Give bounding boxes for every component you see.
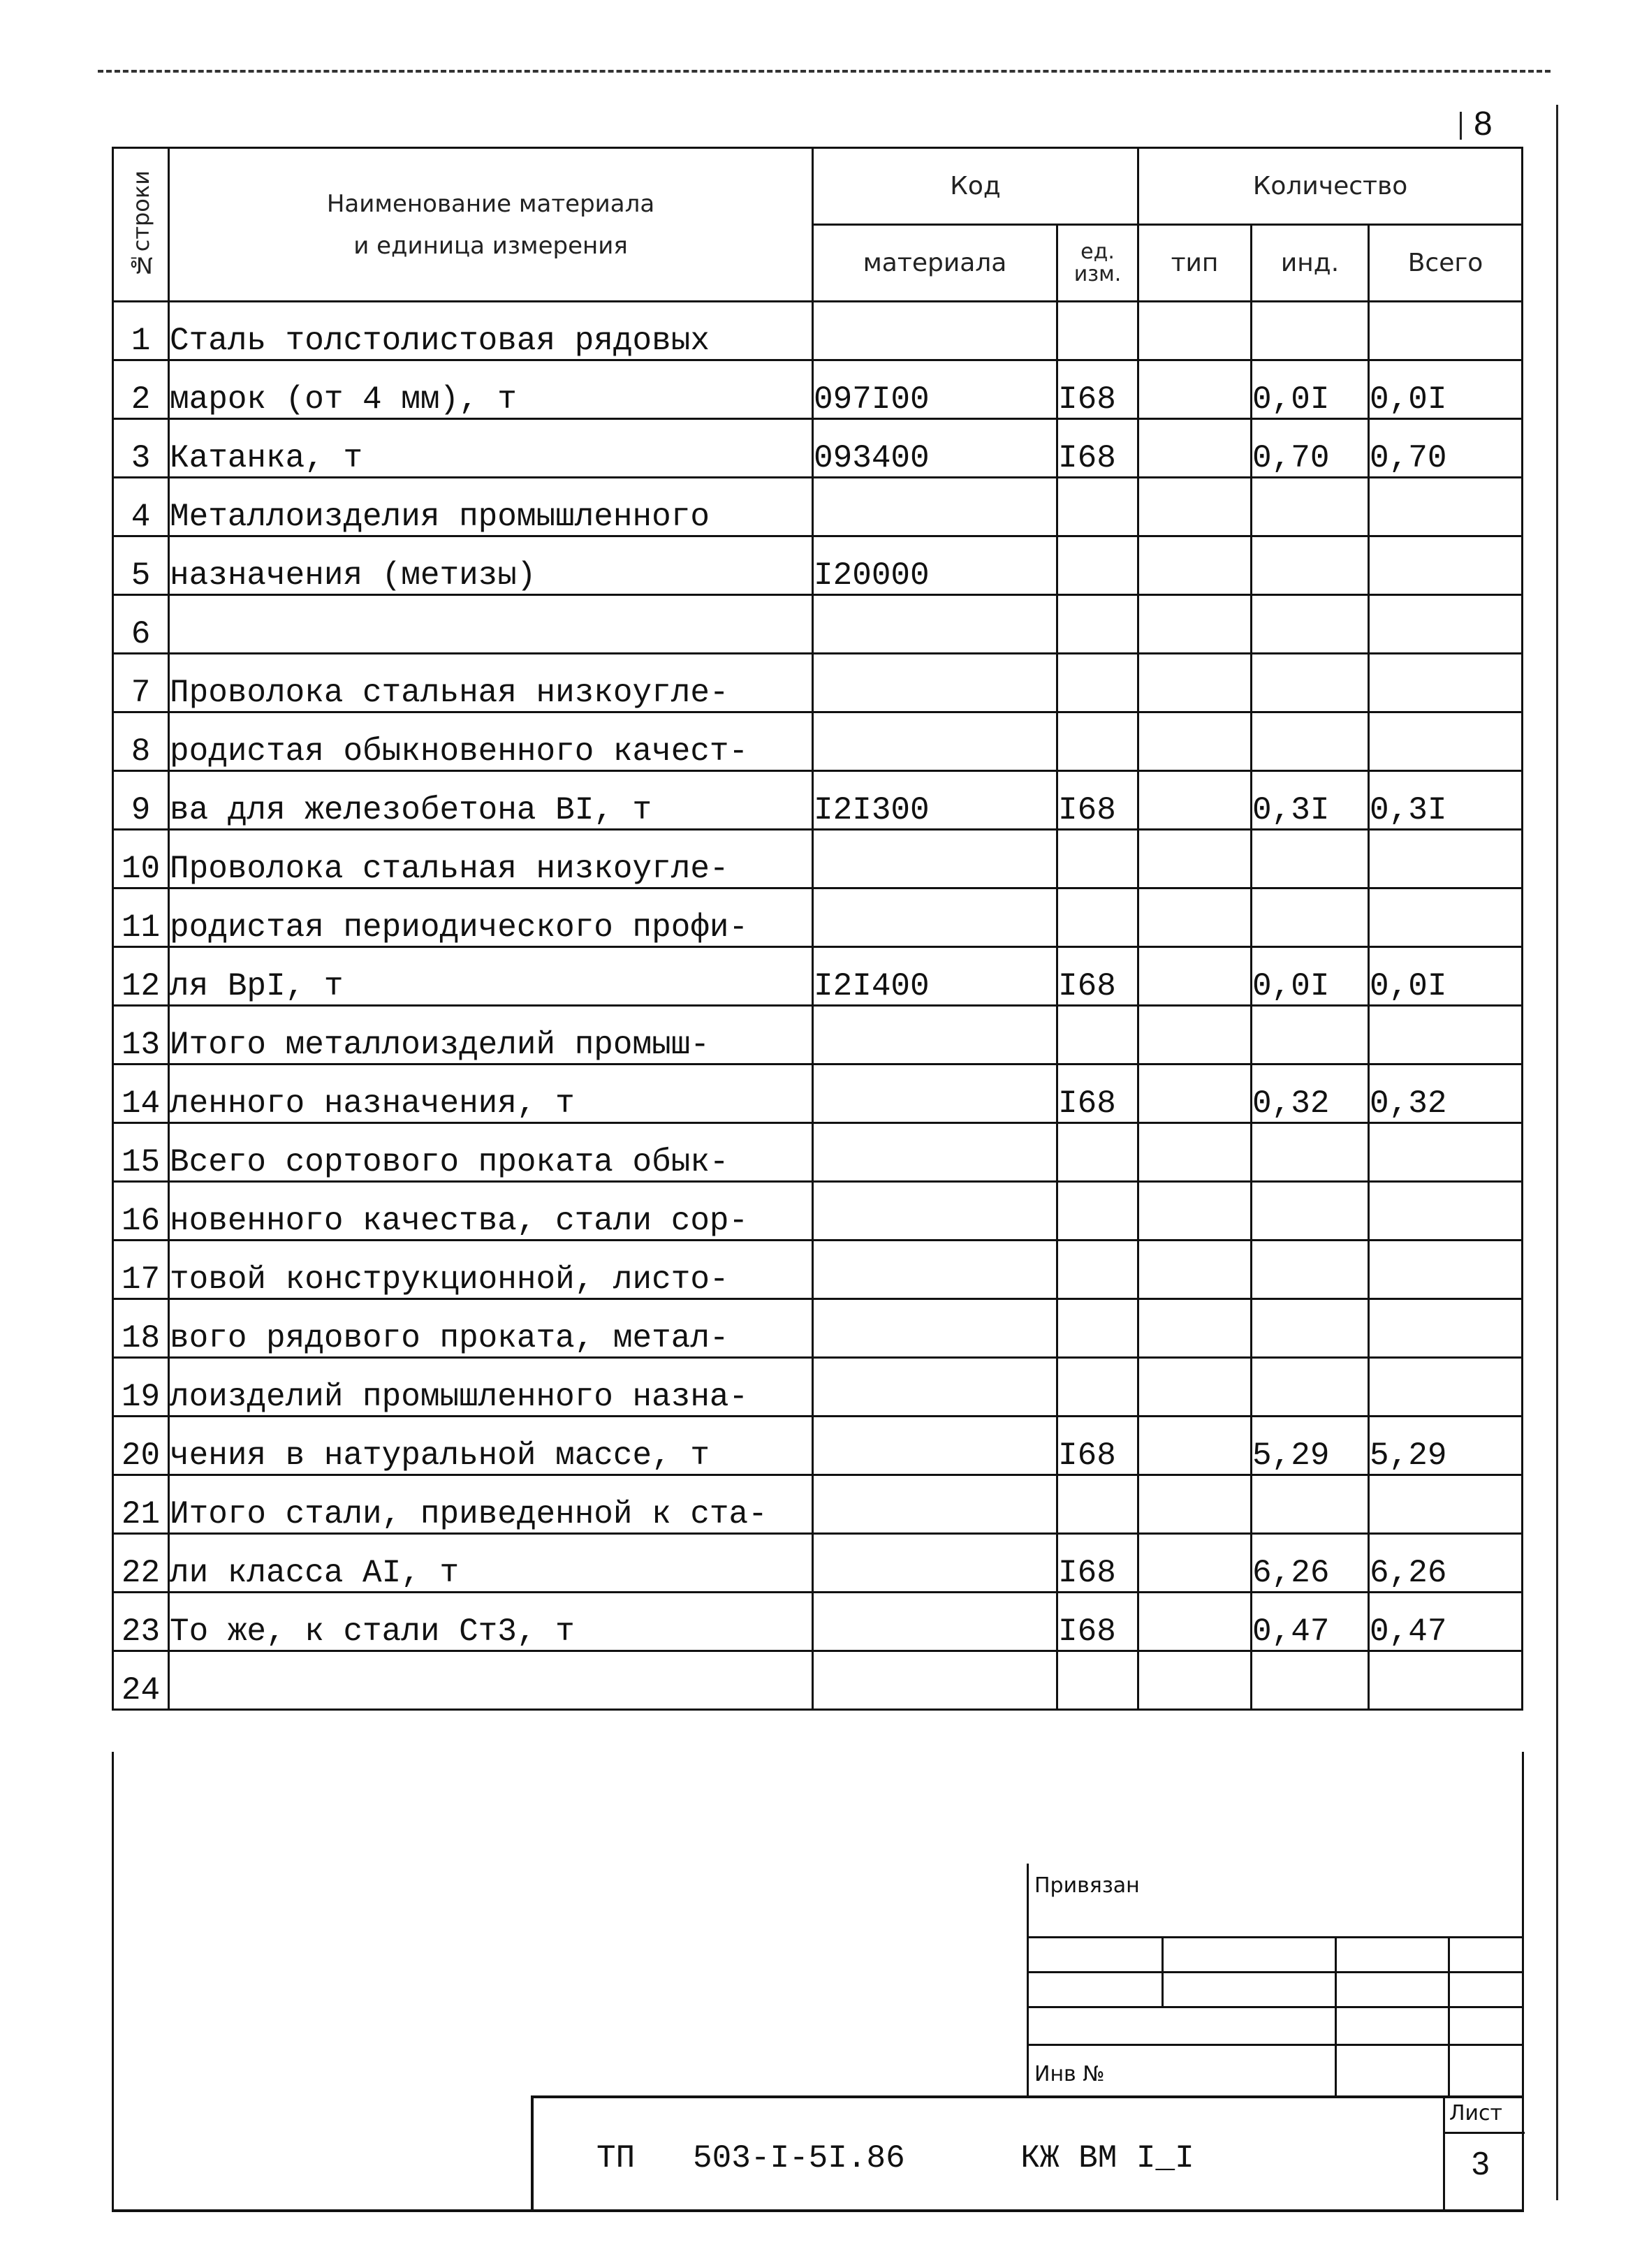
stamp-inv-label: Инв № <box>1034 2062 1105 2086</box>
table-row <box>113 947 1523 1006</box>
row-unit-code: I68 <box>1057 1593 1138 1651</box>
row-number: 20 <box>113 1417 169 1475</box>
row-qty-type <box>1138 1182 1252 1241</box>
row-qty-total <box>1369 302 1523 360</box>
row-material-code <box>813 478 1057 536</box>
page-number-mark <box>1460 112 1462 140</box>
sheet-box <box>1443 2098 1525 2212</box>
row-qty-type <box>1138 419 1252 478</box>
row-qty-ind <box>1252 302 1369 360</box>
row-qty-total: 0,3I <box>1369 771 1523 830</box>
row-material-name: лоизделий промышленного назна- <box>169 1358 813 1417</box>
top-dashed-rule <box>98 70 1551 73</box>
row-number: 21 <box>113 1475 169 1534</box>
row-number: 12 <box>113 947 169 1006</box>
row-qty-ind <box>1252 1123 1369 1182</box>
row-qty-type <box>1138 771 1252 830</box>
sheet-number: 3 <box>1472 2145 1490 2181</box>
page-number: 8 <box>1474 105 1493 142</box>
row-unit-code <box>1057 595 1138 654</box>
table-row <box>113 1006 1523 1065</box>
row-material-name: ва для железобетона BI, т <box>169 771 813 830</box>
row-qty-total <box>1369 888 1523 947</box>
table-row <box>113 302 1523 360</box>
row-number: 17 <box>113 1241 169 1299</box>
row-number: 5 <box>113 536 169 595</box>
row-qty-total <box>1369 595 1523 654</box>
header-qty-ind: инд. <box>1252 225 1369 302</box>
header-material-name: Наименование материала и единица измерения <box>169 148 813 302</box>
row-unit-code <box>1057 712 1138 771</box>
row-material-name: ли класса AI, т <box>169 1534 813 1593</box>
table-row <box>113 536 1523 595</box>
row-number: 11 <box>113 888 169 947</box>
row-number: 6 <box>113 595 169 654</box>
row-material-name <box>169 595 813 654</box>
row-material-name: чения в натуральной массе, т <box>169 1417 813 1475</box>
row-material-code <box>813 302 1057 360</box>
row-material-code <box>813 595 1057 654</box>
row-material-name: родистая обыкновенного качест- <box>169 712 813 771</box>
row-qty-ind <box>1252 1241 1369 1299</box>
row-number: 19 <box>113 1358 169 1417</box>
row-unit-code <box>1057 1651 1138 1710</box>
row-material-code <box>813 712 1057 771</box>
row-qty-type <box>1138 1006 1252 1065</box>
table-row <box>113 1123 1523 1182</box>
row-material-code <box>813 1475 1057 1534</box>
row-qty-total <box>1369 654 1523 712</box>
row-material-name: Сталь толстолистовая рядовых <box>169 302 813 360</box>
row-qty-total <box>1369 830 1523 888</box>
row-material-code <box>813 1534 1057 1593</box>
row-material-name: Проволока стальная низкоугле- <box>169 654 813 712</box>
table-row <box>113 888 1523 947</box>
row-material-code <box>813 1593 1057 1651</box>
row-unit-code: I68 <box>1057 360 1138 419</box>
row-material-name: Катанка, т <box>169 419 813 478</box>
row-unit-code: I68 <box>1057 419 1138 478</box>
header-qty-type: тип <box>1138 225 1252 302</box>
row-qty-type <box>1138 1065 1252 1123</box>
row-material-name: ля BpI, т <box>169 947 813 1006</box>
row-material-code <box>813 1299 1057 1358</box>
row-material-code <box>813 888 1057 947</box>
row-qty-total <box>1369 1123 1523 1182</box>
header-row-number: №строки <box>113 148 169 302</box>
row-unit-code <box>1057 888 1138 947</box>
row-qty-ind <box>1252 1299 1369 1358</box>
row-material-name: Металлоизделия промышленного <box>169 478 813 536</box>
row-qty-type <box>1138 1593 1252 1651</box>
row-material-code: I2I400 <box>813 947 1057 1006</box>
row-qty-ind <box>1252 1651 1369 1710</box>
row-material-name: новенного качества, стали сор- <box>169 1182 813 1241</box>
row-qty-total: 0,47 <box>1369 1593 1523 1651</box>
row-number: 7 <box>113 654 169 712</box>
row-qty-ind <box>1252 888 1369 947</box>
row-qty-total <box>1369 1182 1523 1241</box>
row-qty-type <box>1138 1475 1252 1534</box>
row-material-code <box>813 1358 1057 1417</box>
attachment-stamp <box>1027 1864 1522 2096</box>
row-material-code: 093400 <box>813 419 1057 478</box>
row-material-name: родистая периодического профи- <box>169 888 813 947</box>
table-row <box>113 712 1523 771</box>
row-material-code <box>813 830 1057 888</box>
row-qty-ind: 6,26 <box>1252 1534 1369 1593</box>
header-qty-total: Всего <box>1369 225 1523 302</box>
row-unit-code <box>1057 478 1138 536</box>
row-qty-ind <box>1252 478 1369 536</box>
row-unit-code <box>1057 1358 1138 1417</box>
row-number: 15 <box>113 1123 169 1182</box>
header-code-material: материала <box>813 225 1057 302</box>
row-number: 10 <box>113 830 169 888</box>
table-row <box>113 419 1523 478</box>
row-qty-total: 0,70 <box>1369 419 1523 478</box>
row-unit-code <box>1057 1123 1138 1182</box>
table-row <box>113 1182 1523 1241</box>
row-material-code <box>813 1006 1057 1065</box>
row-qty-total <box>1369 1006 1523 1065</box>
row-unit-code <box>1057 1006 1138 1065</box>
row-qty-total <box>1369 1299 1523 1358</box>
row-material-name: товой конструкционной, листо- <box>169 1241 813 1299</box>
title-block <box>531 2095 1523 2212</box>
row-unit-code <box>1057 1182 1138 1241</box>
row-material-code <box>813 1182 1057 1241</box>
row-number: 4 <box>113 478 169 536</box>
row-number: 9 <box>113 771 169 830</box>
row-qty-ind: 0,0I <box>1252 947 1369 1006</box>
row-unit-code <box>1057 654 1138 712</box>
row-material-name: марок (от 4 мм), т <box>169 360 813 419</box>
row-material-name: Итого металлоизделий промыш- <box>169 1006 813 1065</box>
row-qty-ind <box>1252 1182 1369 1241</box>
row-material-code: I2I300 <box>813 771 1057 830</box>
table-row <box>113 1065 1523 1123</box>
row-qty-total <box>1369 1651 1523 1710</box>
row-material-code <box>813 1123 1057 1182</box>
row-qty-type <box>1138 302 1252 360</box>
row-qty-ind <box>1252 830 1369 888</box>
table-row <box>113 654 1523 712</box>
row-qty-type <box>1138 1651 1252 1710</box>
header-quantity: Количество <box>1138 148 1523 225</box>
row-qty-type <box>1138 1358 1252 1417</box>
row-qty-ind <box>1252 1358 1369 1417</box>
table-row <box>113 1241 1523 1299</box>
materials-table <box>112 147 1523 1711</box>
row-unit-code: I68 <box>1057 1065 1138 1123</box>
row-qty-ind: 5,29 <box>1252 1417 1369 1475</box>
table-row <box>113 360 1523 419</box>
row-unit-code <box>1057 1241 1138 1299</box>
row-material-code: 097I00 <box>813 360 1057 419</box>
row-unit-code: I68 <box>1057 1534 1138 1593</box>
table-row <box>113 830 1523 888</box>
row-material-name: вого рядового проката, метал- <box>169 1299 813 1358</box>
row-number: 8 <box>113 712 169 771</box>
row-qty-type <box>1138 1241 1252 1299</box>
row-material-code <box>813 1651 1057 1710</box>
row-unit-code <box>1057 830 1138 888</box>
row-qty-total <box>1369 1358 1523 1417</box>
row-unit-code <box>1057 536 1138 595</box>
table-row <box>113 1358 1523 1417</box>
row-number: 24 <box>113 1651 169 1710</box>
row-qty-type <box>1138 1123 1252 1182</box>
row-qty-total <box>1369 536 1523 595</box>
row-qty-ind <box>1252 1475 1369 1534</box>
row-unit-code: I68 <box>1057 947 1138 1006</box>
row-material-name: Проволока стальная низкоугле- <box>169 830 813 888</box>
row-material-code: I20000 <box>813 536 1057 595</box>
row-qty-type <box>1138 1417 1252 1475</box>
row-unit-code: I68 <box>1057 771 1138 830</box>
row-unit-code: I68 <box>1057 1417 1138 1475</box>
table-row <box>113 1417 1523 1475</box>
row-qty-total <box>1369 712 1523 771</box>
row-number: 1 <box>113 302 169 360</box>
row-number: 16 <box>113 1182 169 1241</box>
row-qty-ind: 0,47 <box>1252 1593 1369 1651</box>
row-qty-type <box>1138 1299 1252 1358</box>
row-number: 3 <box>113 419 169 478</box>
row-qty-type <box>1138 830 1252 888</box>
row-qty-total: 0,0I <box>1369 947 1523 1006</box>
row-qty-type <box>1138 654 1252 712</box>
header-code: Код <box>813 148 1138 225</box>
table-row <box>113 595 1523 654</box>
document-number: ТП 503-I-5I.86 КЖ ВМ I_I <box>596 2140 1194 2176</box>
row-qty-total: 0,32 <box>1369 1065 1523 1123</box>
table-row <box>113 1475 1523 1534</box>
table-row <box>113 771 1523 830</box>
table-row <box>113 1534 1523 1593</box>
row-number: 18 <box>113 1299 169 1358</box>
row-number: 22 <box>113 1534 169 1593</box>
row-unit-code <box>1057 302 1138 360</box>
table-row <box>113 1593 1523 1651</box>
row-qty-type <box>1138 536 1252 595</box>
row-qty-ind <box>1252 654 1369 712</box>
row-number: 14 <box>113 1065 169 1123</box>
row-material-name: ленного назначения, т <box>169 1065 813 1123</box>
header-code-unit: ед. изм. <box>1057 225 1138 302</box>
row-material-name: Всего сортового проката обык- <box>169 1123 813 1182</box>
row-qty-type <box>1138 712 1252 771</box>
row-qty-ind <box>1252 712 1369 771</box>
row-qty-type <box>1138 478 1252 536</box>
row-qty-total <box>1369 478 1523 536</box>
table-row <box>113 478 1523 536</box>
row-number: 2 <box>113 360 169 419</box>
row-material-code <box>813 1065 1057 1123</box>
row-material-name <box>169 1651 813 1710</box>
row-material-code <box>813 1241 1057 1299</box>
row-qty-ind <box>1252 1006 1369 1065</box>
right-edge-rule <box>1556 105 1558 2200</box>
row-material-name: То же, к стали Ст3, т <box>169 1593 813 1651</box>
row-unit-code <box>1057 1475 1138 1534</box>
row-qty-total <box>1369 1241 1523 1299</box>
row-qty-ind <box>1252 595 1369 654</box>
row-qty-total: 6,26 <box>1369 1534 1523 1593</box>
row-material-code <box>813 1417 1057 1475</box>
row-qty-ind <box>1252 536 1369 595</box>
row-qty-type <box>1138 888 1252 947</box>
row-qty-ind: 0,32 <box>1252 1065 1369 1123</box>
sheet-label: Лист <box>1449 2101 1503 2126</box>
table-row <box>113 1299 1523 1358</box>
row-unit-code <box>1057 1299 1138 1358</box>
row-qty-type <box>1138 360 1252 419</box>
row-number: 13 <box>113 1006 169 1065</box>
row-material-name: Итого стали, приведенной к ста- <box>169 1475 813 1534</box>
row-material-code <box>813 654 1057 712</box>
row-qty-total: 5,29 <box>1369 1417 1523 1475</box>
row-qty-ind: 0,70 <box>1252 419 1369 478</box>
row-qty-type <box>1138 1534 1252 1593</box>
table-row <box>113 1651 1523 1710</box>
row-material-name: назначения (метизы) <box>169 536 813 595</box>
row-qty-type <box>1138 595 1252 654</box>
row-qty-total <box>1369 1475 1523 1534</box>
row-qty-ind: 0,3I <box>1252 771 1369 830</box>
row-number: 23 <box>113 1593 169 1651</box>
row-qty-ind: 0,0I <box>1252 360 1369 419</box>
row-qty-total: 0,0I <box>1369 360 1523 419</box>
row-qty-type <box>1138 947 1252 1006</box>
stamp-attached-label: Привязан <box>1034 1873 1140 1898</box>
